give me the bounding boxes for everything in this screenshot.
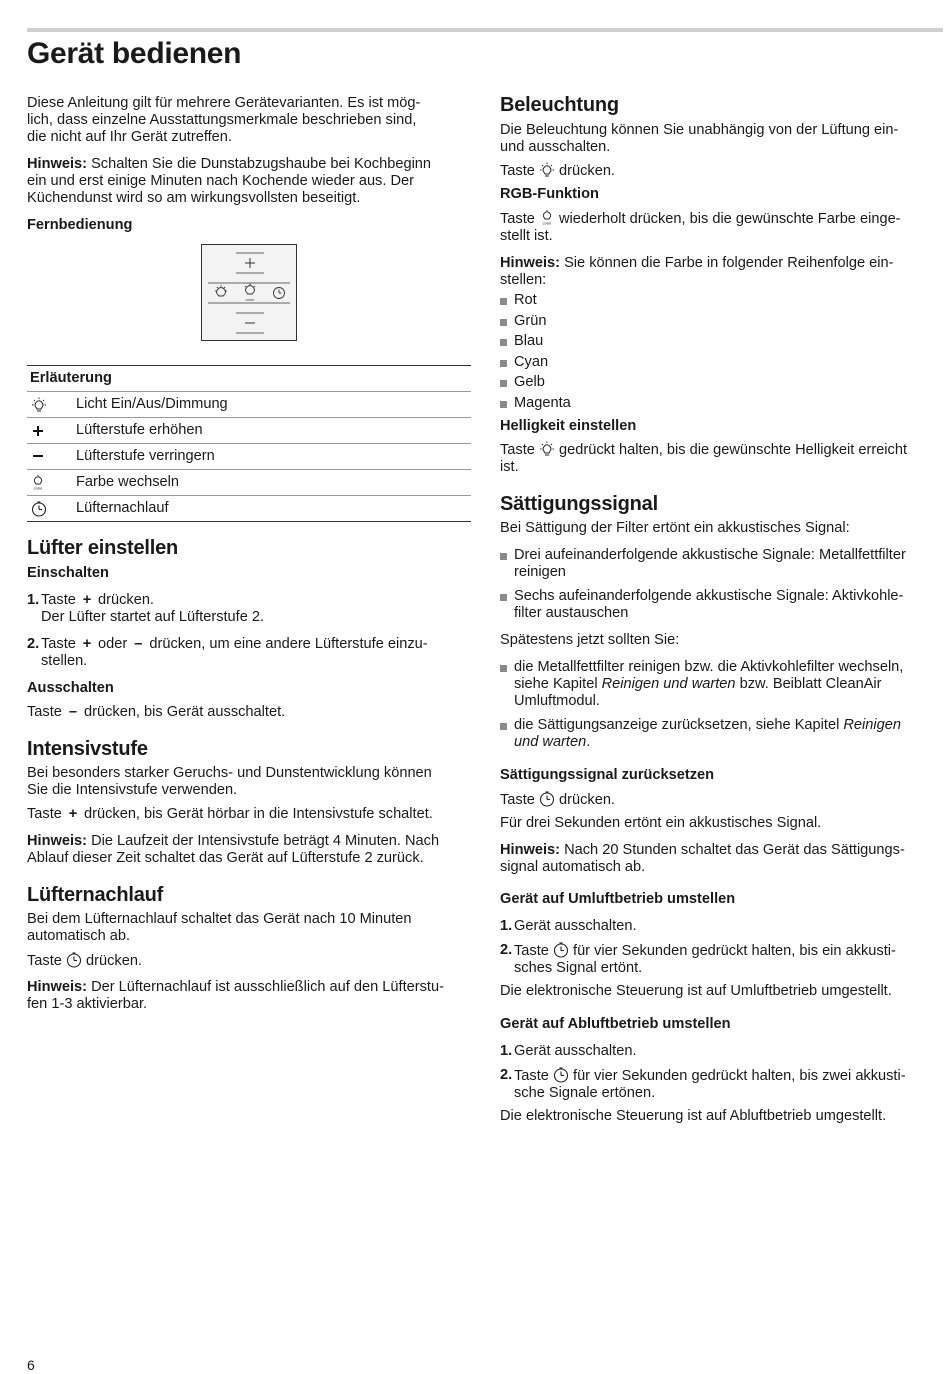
ausschalten-text: Taste – drücken, bis Gerät ausschaltet. [27,704,286,720]
helligkeit-text: Taste gedrückt halten, bis die gewünschte Helligkeit erreicht ist. [500,442,908,475]
svg-text:color: color [245,297,255,302]
timer-icon [553,942,569,958]
intensiv-text: Bei besonders starker Geruchs- und Dunstentwicklung können Sie die Intensivstufe verwenden. [27,765,432,798]
page-title: Gerät bedienen [27,37,242,70]
timer-icon [553,1067,569,1083]
intro-paragraph: Diese Anleitung gilt für mehrere Gerätevarianten. Es ist mög- lich, dass einzelne Ausstattungsmerkmale beschrieben sind, die nicht auf Ihr Gerät zutreffen. [27,95,421,145]
list-item: Grün [500,313,944,334]
color-icon [30,475,48,491]
legend-row [27,444,471,470]
list-item: Cyan [500,354,944,375]
beleuchtung-text: Die Beleuchtung können Sie unabhängig von der Lüftung ein- und ausschalten. [500,122,899,155]
light-icon [539,162,555,178]
intensiv-heading: Intensivstufe [27,738,148,760]
plus-icon: + [82,592,92,608]
list-item: 2. Taste für vier Sekunden gedrückt halten, bis zwei akkusti- sche Signale ertönen. [500,1067,906,1101]
action-list [500,659,944,751]
reset-heading: Sättigungssignal zurücksetzen [500,767,715,783]
timer-icon [30,501,48,517]
plus-icon: + [82,636,92,652]
rgb-hinweis: Hinweis: Sie können die Farbe in folgender Reihenfolge ein- stellen: [500,255,894,288]
minus-icon: – [68,704,78,720]
list-item: 2. Taste für vier Sekunden gedrückt halten, bis ein akkusti- sches Signal ertönt. [500,942,896,976]
timer-icon [66,952,82,968]
saettigung-intro: Bei Sättigung der Filter ertönt ein akkustisches Signal: [500,520,850,536]
minus-icon [30,449,48,465]
light-icon [30,397,48,413]
ausschalten-heading: Ausschalten [27,680,114,696]
luefter-heading: Lüfter einstellen [27,537,179,559]
saettigung-heading: Sättigungssignal [500,493,658,515]
umluft-heading: Gerät auf Umluftbetrieb umstellen [500,891,736,907]
top-rule [27,28,943,32]
legend-text: Lüfterstufe verringern [76,448,215,464]
list-item: 1. Gerät ausschalten. [500,1043,637,1059]
fernbedienung-heading: Fernbedienung [27,217,133,233]
spaetestens-text: Spätestens jetzt sollten Sie: [500,632,680,648]
list-item: Magenta [500,395,944,416]
color-list [500,292,944,415]
legend-table [27,365,471,522]
legend-text: Farbe wechseln [76,474,180,490]
legend-row [27,496,471,522]
abluft-steps [500,1043,944,1102]
legend-text: Lüfternachlauf [76,500,169,516]
rgb-text: Taste color wiederholt drücken, bis die gewünschte Farbe einge- stellt ist. [500,211,901,244]
beleuchtung-heading: Beleuchtung [500,94,619,116]
page-number: 6 [27,1357,35,1373]
umluft-steps [500,918,944,977]
nachlauf-hinweis: Hinweis: Der Lüfternachlauf ist ausschließlich auf den Lüfterstu- fen 1-3 aktivierbar. [27,979,444,1012]
light-icon [539,441,555,457]
remote-plus-icon [245,258,255,268]
legend-row [27,392,471,418]
abluft-heading: Gerät auf Abluftbetrieb umstellen [500,1016,731,1032]
legend-row [27,470,471,496]
reset-hinweis: Hinweis: Nach 20 Stunden schaltet das Gerät das Sättigungs- signal automatisch ab. [500,842,905,875]
intro-hinweis: Hinweis: Schalten Sie die Dunstabzugshaube bei Kochbeginn ein und erst einige Minuten nach Kochende wieder aus. Der Küchendunst wird so am wirkungsvollsten beseitigt. [27,156,432,206]
saettigung-list [500,547,944,622]
list-item: Drei aufeinanderfolgende akkustische Signale: Metallfettfilter reinigen [500,547,944,581]
remote-light-icon [215,285,227,296]
color-icon [539,210,555,226]
legend-row [27,418,471,444]
nachlauf-text: Bei dem Lüfternachlauf schaltet das Gerät nach 10 Minuten automatisch ab. [27,911,412,944]
legend-header: Erläuterung [27,366,471,392]
plus-icon: + [68,806,78,822]
plus-icon [30,423,48,439]
timer-icon [539,791,555,807]
list-item: Gelb [500,374,944,395]
remote-color-icon [245,284,255,295]
legend-text: Lüfterstufe erhöhen [76,422,203,438]
intensiv-taste: Taste + drücken, bis Gerät hörbar in die Intensivstufe schaltet. [27,806,433,822]
abluft-result: Die elektronische Steuerung ist auf Abluftbetrieb umgestellt. [500,1108,887,1124]
intensiv-hinweis: Hinweis: Die Laufzeit der Intensivstufe beträgt 4 Minuten. Nach Ablauf dieser Zeit schaltet das Gerät auf Lüfterstufe 2 zurück. [27,833,440,866]
remote-control-diagram [201,244,297,341]
list-item: Blau [500,333,944,354]
svg-text:color: color [542,220,552,226]
umluft-result: Die elektronische Steuerung ist auf Umluftbetrieb umgestellt. [500,983,892,999]
list-item: Sechs aufeinanderfolgende akkustische Signale: Aktivkohle- filter austauschen [500,588,944,622]
luefter-step-2: 2. Taste + oder – drücken, um eine andere Lüfterstufe einzu- stellen. [27,636,428,669]
reset-taste: Taste drücken. [500,792,615,808]
nachlauf-taste: Taste drücken. [27,953,142,969]
remote-timer-icon [274,288,285,299]
minus-icon: – [134,636,143,652]
beleuchtung-taste: Taste drücken. [500,163,615,179]
list-item: die Sättigungsanzeige zurücksetzen, siehe Kapitel Reinigen und warten. [500,717,944,751]
list-item: 1. Gerät ausschalten. [500,918,637,934]
einschalten-heading: Einschalten [27,565,109,581]
luefter-step-1: 1. Taste + drücken. Der Lüfter startet auf Lüfterstufe 2. [27,592,265,625]
legend-text: Licht Ein/Aus/Dimmung [76,396,228,412]
helligkeit-heading: Helligkeit einstellen [500,418,637,434]
list-item: Rot [500,292,944,313]
reset-signal-text: Für drei Sekunden ertönt ein akkustisches Signal. [500,815,822,831]
nachlauf-heading: Lüfternachlauf [27,884,164,906]
rgb-heading: RGB-Funktion [500,186,599,202]
list-item: die Metallfettfilter reinigen bzw. die Aktivkohlefilter wechseln, siehe Kapitel Reinigen und warten bzw. Beiblatt CleanAir Umluftmodul. [500,659,944,710]
svg-text:color: color [33,485,43,491]
